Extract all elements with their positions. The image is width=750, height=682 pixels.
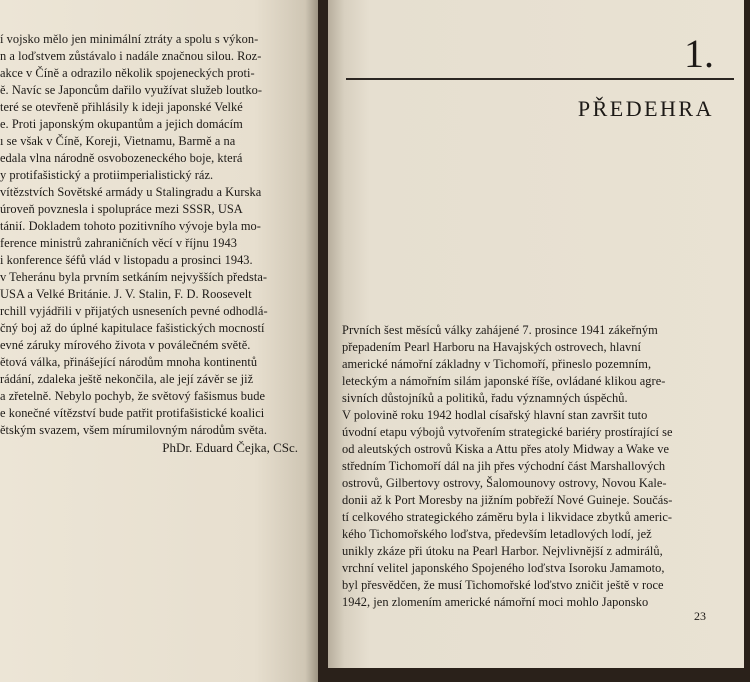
- right-text-line: ostrovů, Gilbertovy ostrovy, Šalomounovy ostrovy, Novou Kale-: [342, 476, 667, 490]
- left-text-line: teré se otevřeně přihlásily k ideji japonské Velké: [0, 100, 243, 114]
- right-text-line: 1942, jen zlomením americké námořní moci mohlo Japonsko: [342, 595, 649, 609]
- left-text-line: ětským svazem, všem mírumilovným národům světa.: [0, 423, 267, 437]
- left-text-line: ference ministrů zahraničních věcí v říjnu 1943: [0, 236, 237, 250]
- left-text-line: a zřetelně. Nebylo pochyb, že světový fašismus bude: [0, 389, 266, 403]
- right-text-line: unikly zkáze při útoku na Pearl Harbor. Nejvlivnější z admirálů,: [342, 544, 663, 558]
- left-text-line: rchill vyjádřili v přijatých usneseních pevné odhodlá-: [0, 304, 268, 318]
- left-text-line: ětová válka, přinášející národům mnoha kontinentů: [0, 355, 258, 369]
- right-text-line: leteckým a námořním silám japonské říše, ovládané klikou agre-: [342, 374, 666, 388]
- author-signature: PhDr. Eduard Čejka, CSc.: [162, 440, 298, 455]
- left-text-line: rádání, zdaleka ještě nekončila, ale její závěr se již: [0, 372, 254, 386]
- left-text-line: ě. Navíc se Japoncům dařilo využívat služeb loutko-: [0, 83, 262, 97]
- left-text-line: n a loďstvem zůstávalo i nadále značnou silou. Roz-: [0, 49, 262, 63]
- right-text-line: úvodní etapu výbojů vytvořením strategické bariéry prostírající se: [342, 425, 673, 439]
- right-text-line: byl přesvědčen, že musí Tichomořské loďstvo zničit ještě v roce: [342, 578, 664, 592]
- left-page: [0, 0, 318, 682]
- left-text-line: i konference šéfů vlád v listopadu a prosinci 1943.: [0, 253, 253, 267]
- right-text-line: tí celkového strategického záměru byla i likvidace zbytků americ-: [342, 510, 673, 524]
- right-text-line: kého Tichomořského loďstva, především letadlových lodí, jež: [342, 527, 652, 541]
- left-text-line: e konečné vítězství bude patřit protifašistické koalici: [0, 406, 265, 420]
- left-text-line: akce v Číně a odrazilo několik spojeneckých proti-: [0, 66, 255, 80]
- left-text-line: USA a Velké Británie. J. V. Stalin, F. D. Roosevelt: [0, 287, 252, 301]
- right-text-line: donii až k Port Moresby na jižním pobřeží Nové Guineje. Součás-: [342, 493, 673, 507]
- page-number: 23: [694, 609, 706, 623]
- right-text-line: Prvních šest měsíců války zahájené 7. prosince 1941 zákeřným: [342, 323, 658, 337]
- left-text-line: edala vlna národně osvobozeneckého boje, která: [0, 151, 243, 165]
- left-text-line: čný boj až do úplné kapitulace fašistických mocností: [0, 321, 265, 335]
- chapter-title: PŘEDEHRA: [577, 96, 714, 121]
- right-text-line: středním Tichomoří dál na jih přes východní část Marshallových: [342, 459, 666, 473]
- right-text-line: V polovině roku 1942 hodlal císařský hlavní stan završit tuto: [342, 408, 648, 422]
- chapter-number: 1.: [684, 31, 714, 76]
- left-text-line: úroveň povznesla i spolupráce mezi SSSR, USA: [0, 202, 243, 216]
- chapter-rule: [346, 78, 734, 80]
- left-text-line: y protifašistický a protiimperialistický ráz.: [0, 168, 214, 182]
- left-text-line: e. Proti japonským okupantům a jejich domácím: [0, 117, 243, 131]
- right-page: [328, 0, 744, 668]
- left-text-line: ı se však v Číně, Koreji, Vietnamu, Barmě a na: [0, 134, 236, 148]
- left-text-line: vítězstvích Sovětské armády u Stalingradu a Kurska: [0, 185, 262, 199]
- left-text-line: tánií. Dokladem tohoto pozitivního vývoje byla mo-: [0, 219, 261, 233]
- right-text-line: vrchní velitel japonského Spojeného loďstva Isoroku Jamamoto,: [342, 561, 665, 575]
- right-text-line: přepadením Pearl Harboru na Havajských ostrovech, hlavní: [342, 340, 642, 354]
- right-text-line: americké námořní základny v Tichomoří, přineslo pozemním,: [342, 357, 652, 371]
- right-text-line: sivních důstojníků a politiků, řadu významných úspěchů.: [342, 391, 628, 405]
- left-text-line: v Teheránu byla prvním setkáním nejvyšších předsta-: [0, 270, 268, 284]
- right-text-line: od aleutských ostrovů Kiska a Attu přes atoly Midway a Wake ve: [342, 442, 670, 456]
- left-text-line: evné záruky mírového života v poválečném světě.: [0, 338, 251, 352]
- left-text-line: í vojsko mělo jen minimální ztráty a spolu s výkon-: [0, 32, 259, 46]
